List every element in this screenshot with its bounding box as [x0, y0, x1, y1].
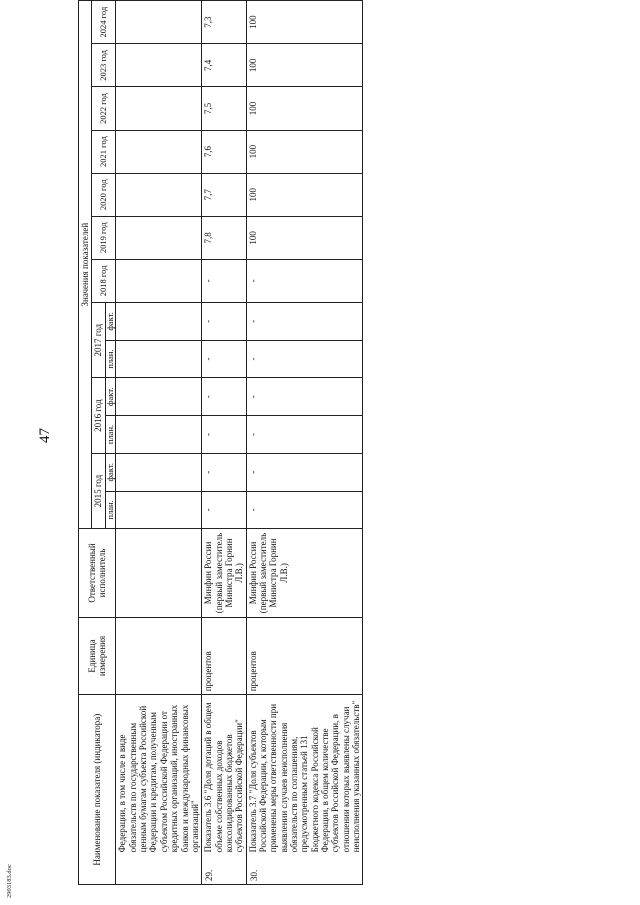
value-cell [116, 44, 202, 87]
row-number: 29. [202, 854, 246, 884]
value-cell: 7,3 [202, 1, 246, 44]
header-2015-plan: план. [105, 491, 116, 529]
value-cell: 7,5 [202, 87, 246, 130]
value-cell: - [246, 302, 363, 340]
header-year-2022: 2022 год [92, 87, 116, 130]
header-2016-plan: план. [105, 416, 116, 454]
header-2017-fact: факт. [105, 302, 116, 340]
value-cell: - [202, 491, 246, 529]
value-cell: - [246, 378, 363, 416]
value-cell [116, 378, 202, 416]
unit-cell [116, 617, 202, 695]
header-year-2019: 2019 год [92, 216, 116, 259]
value-cell [116, 216, 202, 259]
indicator-name: Показатель 3.7 "Доля субъектов Российской Федерации, к которым применены меры ответственности при выявлении случаев неисполнения обязательств по соглашениям, предусмотренным статьей 131 Бюджетного кодекса Российской Федерации, в общем количестве субъектов Российской Федерации, в отношении которых выявлены случаи неисполнения указанных обязательств" [246, 695, 363, 855]
row-number: 30. [246, 854, 363, 884]
value-cell [116, 87, 202, 130]
rotated-table-sheet [78, 0, 638, 885]
header-year-2020: 2020 год [92, 173, 116, 216]
value-cell [116, 491, 202, 529]
value-cell: - [202, 416, 246, 454]
value-cell [116, 259, 202, 302]
value-cell: - [246, 259, 363, 302]
header-year-2024: 2024 год [92, 1, 116, 44]
indicator-name: Федерации, в том числе в виде обязательств по государственным ценным бумагам субъекта Российской Федерации и кредитам, полученным субъектом Российской Федерации от кредитных организаций, иностранных банков и международных финансовых организаций" [116, 695, 202, 855]
header-year-2015: 2015 год [92, 453, 105, 528]
value-cell [116, 130, 202, 173]
value-cell: 7,8 [202, 216, 246, 259]
value-cell: - [246, 491, 363, 529]
unit-cell: процентов [202, 617, 246, 695]
header-2017-plan: план. [105, 340, 116, 378]
value-cell: 100 [246, 130, 363, 173]
value-cell: - [202, 302, 246, 340]
value-cell: - [246, 416, 363, 454]
value-cell: 100 [246, 1, 363, 44]
table-row [202, 1, 246, 885]
value-cell: - [202, 453, 246, 491]
value-cell: - [202, 259, 246, 302]
header-2016-fact: факт. [105, 378, 116, 416]
indicators-table [78, 0, 363, 885]
table-row [246, 1, 363, 885]
header-2015-fact: факт. [105, 453, 116, 491]
header-indicator-name: Наименование показателя (индикатора) [79, 695, 116, 885]
value-cell: 7,4 [202, 44, 246, 87]
value-cell: - [246, 340, 363, 378]
value-cell: 100 [246, 216, 363, 259]
row-number [116, 854, 202, 884]
value-cell: - [202, 340, 246, 378]
responsible-cell: Минфин России (первый заместитель Министра Горнин Л.В.) [202, 529, 246, 617]
header-responsible: Ответственный исполнитель [79, 529, 116, 617]
value-cell: 7,7 [202, 173, 246, 216]
responsible-cell [116, 529, 202, 617]
page-number: 47 [37, 428, 53, 443]
unit-cell: процентов [246, 617, 363, 695]
header-unit: Единица измерения [79, 617, 116, 695]
value-cell [116, 416, 202, 454]
header-year-2018: 2018 год [92, 259, 116, 302]
header-year-2017: 2017 год [92, 302, 105, 377]
value-cell [116, 173, 202, 216]
value-cell [116, 1, 202, 44]
header-values-group: Значения показателей [79, 1, 92, 529]
value-cell: 100 [246, 87, 363, 130]
indicator-name: Показатель 3.6 "Доля дотаций в общем объеме собственных доходов консолидированных бюджетов субъектов Российской Федерации" [202, 695, 246, 855]
value-cell: 100 [246, 173, 363, 216]
table-row [116, 1, 202, 885]
value-cell [116, 302, 202, 340]
header-year-2021: 2021 год [92, 130, 116, 173]
value-cell [116, 453, 202, 491]
responsible-cell: Минфин России (первый заместитель Министра Горнин Л.В.) [246, 529, 363, 617]
header-year-2016: 2016 год [92, 378, 105, 453]
value-cell [116, 340, 202, 378]
value-cell: 100 [246, 44, 363, 87]
value-cell: - [246, 453, 363, 491]
value-cell: 7,6 [202, 130, 246, 173]
footer-filename: 2903183.doc [6, 864, 13, 898]
header-year-2023: 2023 год [92, 44, 116, 87]
value-cell: - [202, 378, 246, 416]
